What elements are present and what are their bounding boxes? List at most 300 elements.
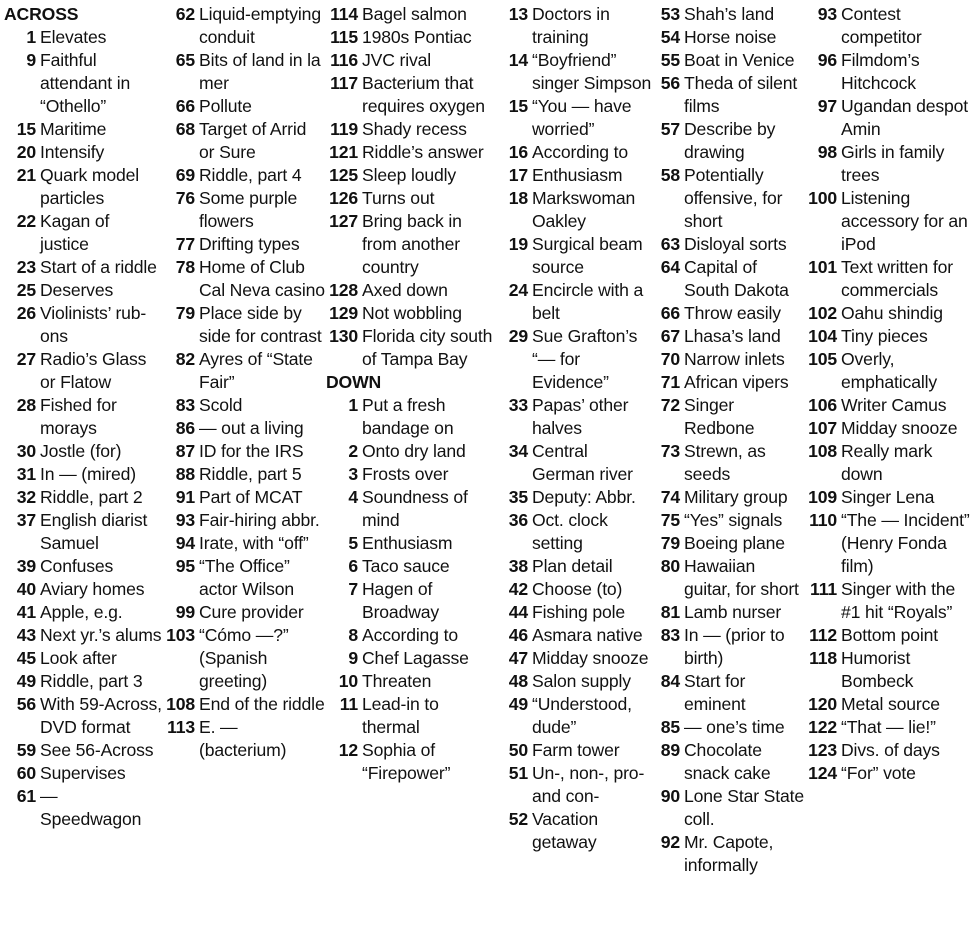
- clue-item: [163, 95, 326, 118]
- clue-text: With 59-Across, DVD format: [40, 694, 162, 737]
- clue-item: [655, 164, 806, 233]
- clue-number: 75: [660, 510, 680, 530]
- clue-number: 26: [16, 303, 36, 323]
- clue-number: 53: [660, 4, 680, 24]
- clue-number: 66: [660, 303, 680, 323]
- clue-number: 106: [808, 395, 837, 415]
- clue-text: Taco sauce: [362, 556, 450, 576]
- clue-number: 68: [175, 119, 195, 139]
- clue-item: [326, 624, 496, 647]
- clue-item: [655, 716, 806, 739]
- clue-item: [496, 394, 654, 440]
- clue-number: 56: [660, 73, 680, 93]
- clue-item: [655, 256, 806, 302]
- clue-number: 124: [808, 763, 837, 783]
- clue-item: [4, 578, 162, 601]
- down-heading: DOWN: [326, 372, 382, 392]
- clue-text: Lamb nurser: [684, 602, 782, 622]
- clue-number: 113: [167, 717, 195, 737]
- clue-item: [496, 601, 654, 624]
- clue-item: [326, 739, 496, 785]
- clue-number: 119: [330, 119, 358, 139]
- clue-number: 118: [809, 648, 837, 668]
- clue-text: Scold: [199, 395, 243, 415]
- clue-item: [806, 49, 978, 95]
- clue-text: Disloyal sorts: [684, 234, 787, 254]
- clue-number: 81: [660, 602, 680, 622]
- clue-number: 67: [660, 326, 680, 346]
- clue-number: 78: [175, 257, 195, 277]
- clue-text: Quark model particles: [40, 165, 140, 208]
- clue-number: 9: [348, 648, 358, 668]
- clue-item: [496, 762, 654, 808]
- clue-text: Riddle, part 3: [40, 671, 143, 691]
- clue-list-down-3: [655, 3, 806, 877]
- clue-number: 104: [808, 326, 837, 346]
- clue-number: 88: [175, 464, 195, 484]
- clue-number: 64: [660, 257, 680, 277]
- clue-text: Midday snooze: [841, 418, 958, 438]
- clue-number: 44: [508, 602, 528, 622]
- clue-text: Metal source: [841, 694, 940, 714]
- clue-item: [326, 325, 496, 371]
- clue-item: [806, 716, 978, 739]
- clue-item: [4, 141, 162, 164]
- clue-number: 91: [175, 487, 195, 507]
- clue-number: 60: [16, 763, 36, 783]
- clue-text: Throw easily: [684, 303, 781, 323]
- clue-item: [496, 624, 654, 647]
- clue-number: 8: [348, 625, 358, 645]
- clue-number: 20: [16, 142, 36, 162]
- clue-text: Ugandan despot Amin: [841, 96, 969, 139]
- clue-number: 11: [339, 694, 358, 714]
- clue-text: Start of a riddle: [40, 257, 157, 277]
- clue-text: Jostle (for): [40, 441, 122, 461]
- clue-text: Surgical beam source: [532, 234, 643, 277]
- clue-text: Potentially offensive, for short: [684, 165, 783, 231]
- clue-text: Bits of land in la mer: [199, 50, 321, 93]
- clue-item: [4, 624, 162, 647]
- clue-number: 6: [348, 556, 358, 576]
- clue-number: 114: [330, 4, 358, 24]
- clue-text: According to: [532, 142, 628, 162]
- clue-item: [163, 624, 326, 693]
- clue-text: “That — lie!”: [841, 717, 936, 737]
- clue-text: Fished for morays: [40, 395, 117, 438]
- clue-number: 14: [508, 50, 528, 70]
- clue-item: [163, 509, 326, 532]
- clue-item: [806, 187, 978, 256]
- clue-text: Narrow inlets: [684, 349, 785, 369]
- clue-item: [806, 95, 978, 141]
- clue-number: 7: [348, 579, 358, 599]
- clue-number: 70: [660, 349, 680, 369]
- clue-text: Turns out: [362, 188, 435, 208]
- clue-item: [326, 486, 496, 532]
- across-heading: ACROSS: [4, 4, 79, 24]
- clue-item: [326, 72, 496, 118]
- clue-text: E. — (bacterium): [199, 717, 287, 760]
- clue-item: [806, 762, 978, 785]
- clue-text: Supervises: [40, 763, 126, 783]
- clue-text: Radio’s Glass or Flatow: [40, 349, 147, 392]
- clue-text: Really mark down: [841, 441, 933, 484]
- clue-number: 40: [16, 579, 36, 599]
- clue-item: [806, 693, 978, 716]
- clue-number: 85: [660, 717, 680, 737]
- clue-item: [496, 440, 654, 486]
- clue-text: African vipers: [684, 372, 789, 392]
- clue-item: [496, 509, 654, 555]
- clue-item: [326, 279, 496, 302]
- clue-item: [163, 187, 326, 233]
- clue-text: Bagel salmon: [362, 4, 467, 24]
- clue-text: “Boyfriend” singer Simpson: [532, 50, 652, 93]
- clue-item: [496, 808, 654, 854]
- clue-text: Enthusiasm: [532, 165, 623, 185]
- clue-number: 37: [16, 510, 36, 530]
- clue-number: 98: [817, 142, 837, 162]
- clue-text: Un-, non-, pro- and con-: [532, 763, 645, 806]
- clue-item: [326, 164, 496, 187]
- clue-text: Riddle’s answer: [362, 142, 484, 162]
- clue-item: [496, 233, 654, 279]
- clue-text: Florida city south of Tampa Bay: [362, 326, 493, 369]
- clue-item: [326, 555, 496, 578]
- clue-number: 115: [330, 27, 358, 47]
- clue-item: [496, 3, 654, 49]
- clue-text: — Speedwagon: [40, 786, 142, 829]
- clue-item: [326, 26, 496, 49]
- clue-text: Mr. Capote, informally: [684, 832, 774, 875]
- clue-item: [496, 555, 654, 578]
- clue-item: [655, 486, 806, 509]
- clue-text: Doctors in training: [532, 4, 610, 47]
- clue-number: 123: [808, 740, 837, 760]
- clue-text: — one’s time: [684, 717, 785, 737]
- clue-number: 79: [175, 303, 195, 323]
- clue-text: Riddle, part 4: [199, 165, 302, 185]
- clue-number: 82: [175, 349, 195, 369]
- clue-item: [4, 164, 162, 210]
- clue-item: [4, 463, 162, 486]
- clue-item: [4, 49, 162, 118]
- clue-item: [163, 716, 326, 762]
- clue-number: 41: [16, 602, 36, 622]
- clue-text: Cure provider: [199, 602, 304, 622]
- clue-number: 13: [508, 4, 528, 24]
- clue-number: 9: [26, 50, 36, 70]
- clue-number: 83: [175, 395, 195, 415]
- clue-item: [163, 486, 326, 509]
- clue-number: 87: [175, 441, 195, 461]
- clue-text: Overly, emphatically: [841, 349, 937, 392]
- clue-item: [163, 601, 326, 624]
- clue-text: Pollute: [199, 96, 252, 116]
- clue-text: Deputy: Abbr.: [532, 487, 636, 507]
- clue-list-down-4: [806, 3, 978, 785]
- clue-text: Enthusiasm: [362, 533, 453, 553]
- clue-text: According to: [362, 625, 458, 645]
- clue-text: Describe by drawing: [684, 119, 776, 162]
- clue-number: 57: [660, 119, 680, 139]
- clue-number: 33: [508, 395, 528, 415]
- clue-text: JVC rival: [362, 50, 432, 70]
- clue-number: 1: [26, 27, 36, 47]
- clue-item: [4, 647, 162, 670]
- clue-item: [806, 739, 978, 762]
- clue-text: Singer Redbone: [684, 395, 755, 438]
- clue-number: 101: [808, 257, 837, 277]
- clue-number: 93: [817, 4, 837, 24]
- clue-text: Bacterium that requires oxygen: [362, 73, 485, 116]
- clue-number: 54: [660, 27, 680, 47]
- clue-number: 128: [329, 280, 358, 300]
- clue-item: [806, 348, 978, 394]
- clue-number: 15: [508, 96, 528, 116]
- clue-item: [163, 233, 326, 256]
- clue-item: [655, 233, 806, 256]
- clue-item: [655, 532, 806, 555]
- clue-number: 66: [175, 96, 195, 116]
- clue-item: [4, 762, 162, 785]
- clue-item: [4, 256, 162, 279]
- clue-text: Oahu shindig: [841, 303, 943, 323]
- clue-text: “Yes” signals: [684, 510, 783, 530]
- clue-text: “Understood, dude”: [532, 694, 632, 737]
- clue-item: [655, 601, 806, 624]
- clue-text: Threaten: [362, 671, 432, 691]
- clue-number: 116: [330, 50, 358, 70]
- clue-number: 17: [508, 165, 528, 185]
- clue-item: [496, 325, 654, 394]
- clue-item: [163, 463, 326, 486]
- clue-item: [655, 785, 806, 831]
- clue-text: Kagan of justice: [40, 211, 110, 254]
- clue-text: “The Office” actor Wilson: [199, 556, 294, 599]
- clue-number: 94: [175, 533, 195, 553]
- clue-number: 96: [817, 50, 837, 70]
- clue-number: 18: [508, 188, 528, 208]
- clue-item: [4, 118, 162, 141]
- clue-item: [4, 785, 162, 831]
- clue-number: 16: [508, 142, 528, 162]
- clue-item: [806, 394, 978, 417]
- clue-text: Home of Club Cal Neva casino: [199, 257, 325, 300]
- clue-item: [326, 578, 496, 624]
- clue-number: 111: [810, 579, 837, 599]
- clue-text: Plan detail: [532, 556, 613, 576]
- clue-number: 65: [175, 50, 195, 70]
- clue-item: [163, 256, 326, 302]
- clue-number: 121: [329, 142, 358, 162]
- clue-text: Hagen of Broadway: [362, 579, 440, 622]
- clue-number: 10: [338, 671, 358, 691]
- clue-text: English diarist Samuel: [40, 510, 148, 553]
- clue-number: 21: [16, 165, 36, 185]
- clue-item: [496, 279, 654, 325]
- clue-number: 83: [660, 625, 680, 645]
- clue-number: 15: [16, 119, 36, 139]
- clue-text: Shady recess: [362, 119, 467, 139]
- clue-item: [496, 693, 654, 739]
- clue-item: [163, 555, 326, 601]
- clue-text: Confuses: [40, 556, 114, 576]
- clue-number: 3: [348, 464, 358, 484]
- clue-number: 25: [16, 280, 36, 300]
- clue-item: [655, 371, 806, 394]
- clue-text: Horse noise: [684, 27, 777, 47]
- clue-text: Tiny pieces: [841, 326, 928, 346]
- clue-text: Some purple flowers: [199, 188, 298, 231]
- clue-text: Sue Grafton’s “— for Evidence”: [532, 326, 638, 392]
- column-4: [496, 3, 654, 854]
- clue-text: Hawaiian guitar, for short: [684, 556, 799, 599]
- clue-number: 28: [16, 395, 36, 415]
- clue-text: Lead-in to thermal: [362, 694, 439, 737]
- clue-number: 130: [329, 326, 358, 346]
- clue-item: [4, 670, 162, 693]
- clue-number: 23: [16, 257, 36, 277]
- clue-number: 117: [330, 73, 358, 93]
- clue-text: Target of Arrid or Sure: [199, 119, 307, 162]
- clue-number: 74: [660, 487, 680, 507]
- clue-number: 38: [508, 556, 528, 576]
- clue-text: Bring back in from another country: [362, 211, 462, 277]
- clue-item: [4, 26, 162, 49]
- clue-text: Capital of South Dakota: [684, 257, 789, 300]
- clue-text: Lhasa’s land: [684, 326, 781, 346]
- clue-number: 36: [508, 510, 528, 530]
- clue-text: Place side by side for contrast: [199, 303, 322, 346]
- column-2: [163, 3, 326, 762]
- clue-text: Sleep loudly: [362, 165, 457, 185]
- clue-text: Choose (to): [532, 579, 623, 599]
- clue-item: [4, 601, 162, 624]
- column-1: [4, 3, 162, 831]
- clue-number: 90: [660, 786, 680, 806]
- clue-number: 29: [508, 326, 528, 346]
- clue-text: Humorist Bombeck: [841, 648, 914, 691]
- clue-text: Look after: [40, 648, 117, 668]
- clue-item: [655, 26, 806, 49]
- clue-text: See 56-Across: [40, 740, 154, 760]
- clue-number: 55: [660, 50, 680, 70]
- clue-text: Central German river: [532, 441, 633, 484]
- clue-text: Part of MCAT: [199, 487, 303, 507]
- clue-number: 84: [660, 671, 680, 691]
- clue-text: Deserves: [40, 280, 114, 300]
- clue-number: 45: [16, 648, 36, 668]
- clue-item: [806, 578, 978, 624]
- clue-item: [4, 509, 162, 555]
- clue-number: 92: [660, 832, 680, 852]
- clue-list-down-2: [496, 3, 654, 854]
- clue-number: 56: [16, 694, 36, 714]
- clue-item: [326, 210, 496, 279]
- clue-item: [655, 118, 806, 164]
- clue-number: 77: [175, 234, 195, 254]
- clue-text: ID for the IRS: [199, 441, 304, 461]
- clue-number: 108: [808, 441, 837, 461]
- clue-item: [163, 394, 326, 417]
- clue-text: Lone Star State coll.: [684, 786, 805, 829]
- clue-text: Onto dry land: [362, 441, 466, 461]
- clue-item: [496, 739, 654, 762]
- clue-item: [4, 440, 162, 463]
- clue-item: [806, 302, 978, 325]
- clue-item: [806, 647, 978, 693]
- clue-number: 110: [809, 510, 837, 530]
- clue-text: Vacation getaway: [532, 809, 598, 852]
- clue-item: [326, 647, 496, 670]
- clue-item: [163, 118, 326, 164]
- clue-item: [655, 555, 806, 601]
- clue-item: [326, 141, 496, 164]
- clue-text: Listening accessory for an iPod: [841, 188, 968, 254]
- clue-list-across-3: [326, 3, 496, 371]
- clue-item: [4, 555, 162, 578]
- clue-item: [496, 486, 654, 509]
- clue-item: [4, 739, 162, 762]
- clue-item: [326, 3, 496, 26]
- clue-text: Fishing pole: [532, 602, 626, 622]
- clue-item: [655, 72, 806, 118]
- clue-number: 58: [660, 165, 680, 185]
- clue-item: [655, 670, 806, 716]
- clue-number: 125: [329, 165, 358, 185]
- clue-item: [655, 739, 806, 785]
- clue-item: [163, 348, 326, 394]
- clue-number: 1: [348, 395, 358, 415]
- clue-number: 79: [660, 533, 680, 553]
- clue-number: 51: [508, 763, 528, 783]
- clue-item: [326, 532, 496, 555]
- clue-number: 43: [16, 625, 36, 645]
- clue-item: [163, 164, 326, 187]
- clue-text: Put a fresh bandage on: [362, 395, 454, 438]
- clue-number: 34: [508, 441, 528, 461]
- clue-text: Singer Lena: [841, 487, 935, 507]
- clue-item: [806, 624, 978, 647]
- clue-text: Faithful attendant in “Othello”: [40, 50, 131, 116]
- clue-number: 42: [508, 579, 528, 599]
- clue-item: [326, 394, 496, 440]
- clue-item: [655, 509, 806, 532]
- clue-text: Oct. clock setting: [532, 510, 608, 553]
- clue-number: 12: [338, 740, 358, 760]
- clue-text: “Cómo —?” (Spanish greeting): [199, 625, 289, 691]
- clue-item: [163, 440, 326, 463]
- clue-number: 4: [348, 487, 358, 507]
- clue-item: [806, 417, 978, 440]
- clue-text: Military group: [684, 487, 788, 507]
- clue-number: 103: [166, 625, 195, 645]
- clue-item: [4, 210, 162, 256]
- clue-item: [655, 394, 806, 440]
- clue-text: “The — Incident” (Henry Fonda film): [841, 510, 970, 576]
- clue-number: 59: [16, 740, 36, 760]
- clue-number: 95: [175, 556, 195, 576]
- clue-number: 99: [175, 602, 195, 622]
- clue-number: 80: [660, 556, 680, 576]
- clue-item: [163, 532, 326, 555]
- clue-text: Soundness of mind: [362, 487, 468, 530]
- clue-item: [496, 141, 654, 164]
- clue-number: 50: [508, 740, 528, 760]
- clue-text: “For” vote: [841, 763, 916, 783]
